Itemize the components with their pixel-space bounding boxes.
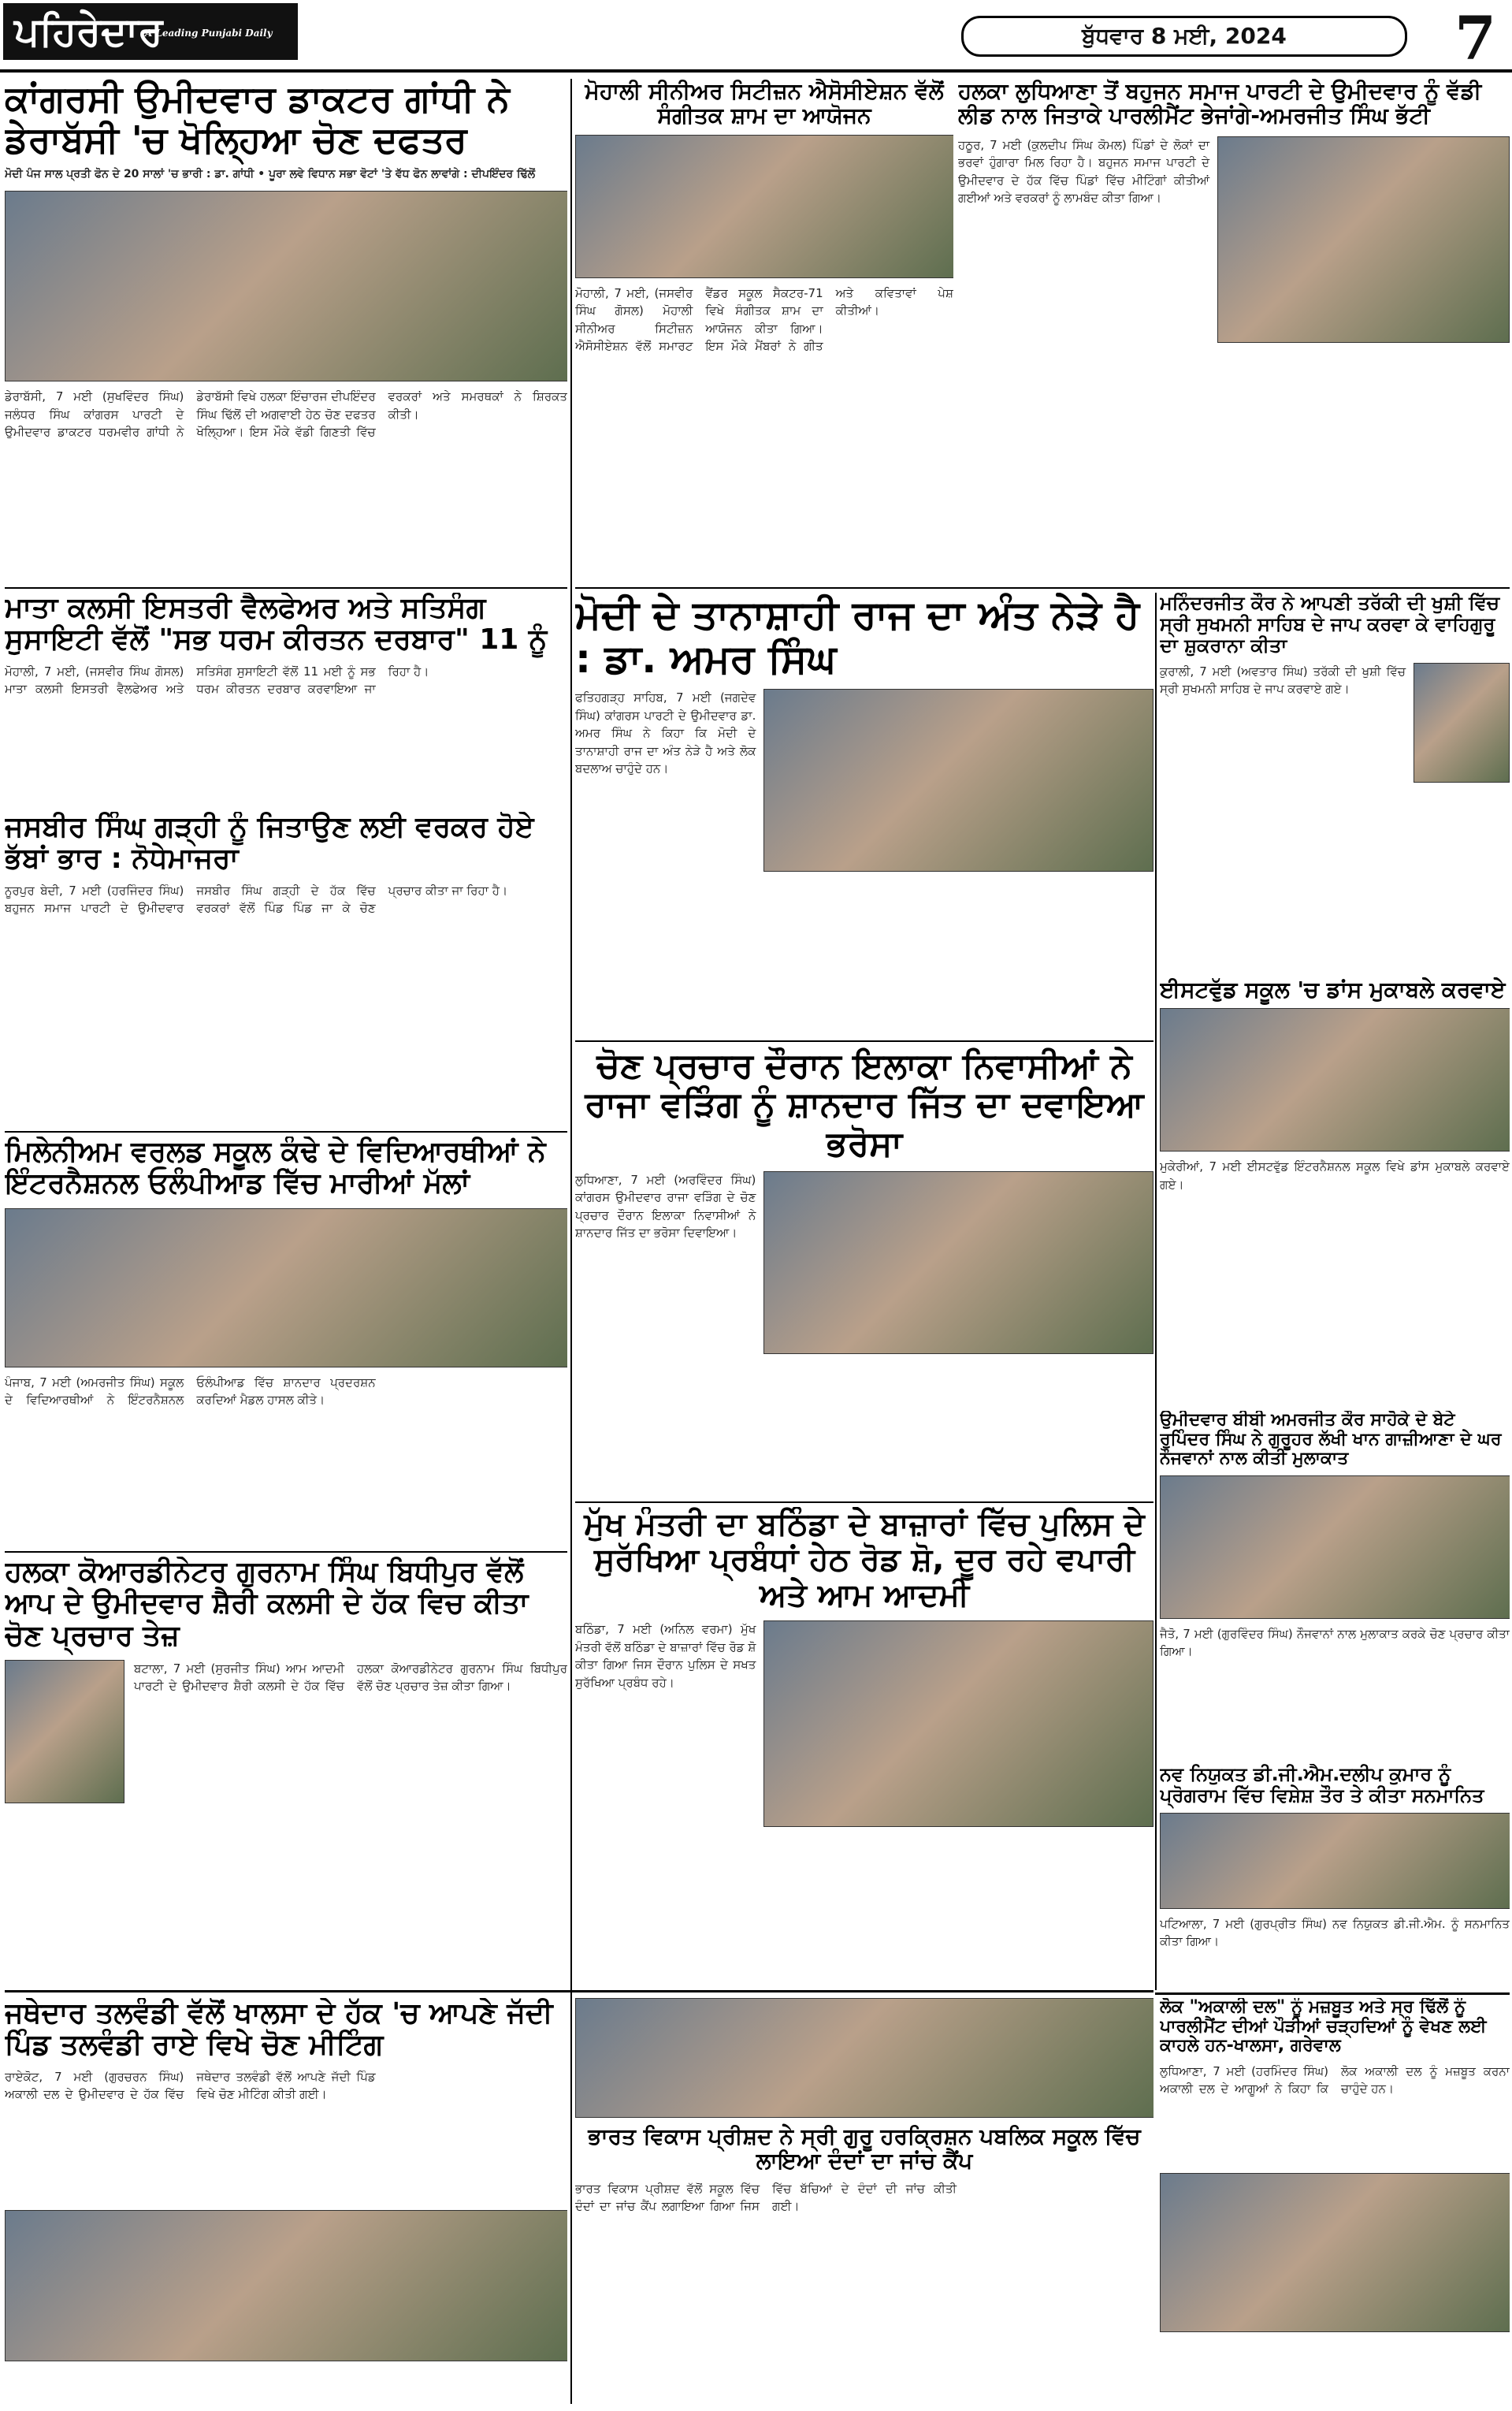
divider — [5, 1551, 567, 1553]
article-content — [1160, 663, 1510, 783]
article-photo — [1217, 136, 1510, 343]
article-body: ਮੋਹਾਲੀ, 7 ਮਈ, (ਜਸਵੀਰ ਸਿੰਘ ਗੋਸਲ) ਮੋਹਾਲੀ ਸੀਨੀਅਰ ਸਿਟੀਜ਼ਨ ਐਸੋਸੀਏਸ਼ਨ ਵੱਲੋਂ ਸਮਾਰਟ ਵੈਂਡਰ ਸਕੂਲ ਸੈਕਟਰ-71 ਵਿਖੇ ਸੰਗੀਤਕ ਸ਼ਾਮ ਦਾ ਆਯੋਜਨ ਕੀਤਾ ਗਿਆ। ਇਸ ਮੌਕੇ ਮੈਂਬਰਾਂ ਨੇ ਗੀਤ ਅਤੇ ਕਵਿਤਾਵਾਂ ਪੇਸ਼ ਕੀਤੀਆਂ। — [575, 285, 953, 354]
article-body: ਪੰਜਾਬ, 7 ਮਈ (ਅਮਰਜੀਤ ਸਿੰਘ) ਸਕੂਲ ਦੇ ਵਿਦਿਆਰਥੀਆਂ ਨੇ ਇੰਟਰਨੈਸ਼ਨਲ ਓਲੰਪੀਆਡ ਵਿੱਚ ਸ਼ਾਨਦਾਰ ਪ੍ਰਦਰਸ਼ਨ ਕਰਦਿਆਂ ਮੈਡਲ ਹਾਸਲ ਕੀਤੇ। — [5, 1375, 376, 1408]
article-content — [575, 1171, 1154, 1354]
article-headline: ਮਾਤਾ ਕਲਸੀ ਇਸਤਰੀ ਵੈਲਫੇਅਰ ਅਤੇ ਸਤਿਸੰਗ ਸੁਸਾਇਟੀ ਵੱਲੋਂ "ਸਭ ਧਰਮ ਕੀਰਤਨ ਦਰਬਾਰ" 11 ਨੂੰ — [5, 593, 548, 657]
article-senior-citizens — [575, 79, 953, 536]
article-headline: ਲੋਕ "ਅਕਾਲੀ ਦਲ" ਨੂੰ ਮਜ਼ਬੂਤ ਅਤੇ ਸ੍ਰ ਢਿੱਲੋਂ ਨੂੰ ਪਾਰਲੀਮੈਂਟ ਦੀਆਂ ਪੌੜੀਆਂ ਚੜ੍ਹਦਿਆਂ ਨੂੰ ਵੇਖਣ ਲਈ ਕਾਹਲੇ ਹਨ-ਖਾਲਸਾ, ਗਰੇਵਾਲ — [1160, 1998, 1487, 2056]
article-dgm-honour — [1160, 1764, 1510, 1989]
article-content — [958, 136, 1510, 343]
article-eastwood-dance — [1160, 977, 1510, 1403]
article-raja-warring — [575, 1047, 1154, 1496]
article-photo — [5, 1660, 124, 1803]
divider — [1155, 1992, 1510, 1995]
article-headline: ਮੁੱਖ ਮੰਤਰੀ ਦਾ ਬਠਿੰਡਾ ਦੇ ਬਾਜ਼ਾਰਾਂ ਵਿੱਚ ਪੁਲਿਸ ਦੇ ਸੁਰੱਖਿਆ ਪ੍ਰਬੰਧਾਂ ਹੇਠ ਰੋਡ ਸ਼ੋ, ਦੂਰ ਰਹੇ ਵਪਾਰੀ ਅਤੇ ਆਮ ਆਦਮੀ — [584, 1507, 1145, 1613]
article-photo — [1160, 1008, 1510, 1152]
article-headline: ਮਿਲੇਨੀਅਮ ਵਰਲਡ ਸਕੂਲ ਕੰਢੇ ਦੇ ਵਿਦਿਆਰਥੀਆਂ ਨੇ ਇੰਟਰਨੈਸ਼ਨਲ ਓਲੰਪੀਆਡ ਵਿੱਚ ਮਾਰੀਆਂ ਮੱਲਾਂ — [5, 1137, 546, 1200]
article-headline: ਮਨਿੰਦਰਜੀਤ ਕੌਰ ਨੇ ਆਪਣੀ ਤਰੱਕੀ ਦੀ ਖੁਸ਼ੀ ਵਿੱਚ ਸ੍ਰੀ ਸੁਖਮਨੀ ਸਾਹਿਬ ਦੇ ਜਾਪ ਕਰਵਾ ਕੇ ਵਾਹਿਗੁਰੂ ਦਾ ਸ਼ੁਕਰਾਨਾ ਕੀਤਾ — [1160, 593, 1500, 657]
paper-name — [3, 3, 298, 60]
divider — [5, 587, 567, 589]
article-body: ਭਾਰਤ ਵਿਕਾਸ ਪ੍ਰੀਸ਼ਦ ਵੱਲੋਂ ਸਕੂਲ ਵਿੱਚ ਦੰਦਾਂ ਦਾ ਜਾਂਚ ਕੈਂਪ ਲਗਾਇਆ ਗਿਆ ਜਿਸ ਵਿੱਚ ਬੱਚਿਆਂ ਦੇ ਦੰਦਾਂ ਦੀ ਜਾਂਚ ਕੀਤੀ ਗਈ। — [575, 2181, 957, 2214]
article-headline: ਉਮੀਦਵਾਰ ਬੀਬੀ ਅਮਰਜੀਤ ਕੌਰ ਸਾਹੋਕੇ ਦੇ ਬੇਟੇ ਰੁਪਿੰਦਰ ਸਿੰਘ ਨੇ ਗੁਰੂਹਰ ਲੱਖੀ ਖਾਨ ਗਾਜ਼ੀਆਣਾ ਦੇ ਘਰ ਨੌਜਵਾਨਾਂ ਨਾਲ ਕੀਤੀ ਮੁਲਾਕਾਤ — [1160, 1411, 1502, 1469]
divider — [5, 1990, 1154, 1992]
article-body: ਹਠੂਰ, 7 ਮਈ (ਕੁਲਦੀਪ ਸਿੰਘ ਕੋਮਲ) ਪਿੰਡਾਂ ਦੇ ਲੋਕਾਂ ਦਾ ਭਰਵਾਂ ਹੁੰਗਾਰਾ ਮਿਲ ਰਿਹਾ ਹੈ। ਬਹੁਜਨ ਸਮਾਜ ਪਾਰਟੀ ਦੇ ਉਮੀਦਵਾਰ ਦੇ ਹੱਕ ਵਿੱਚ ਪਿੰਡਾਂ ਵਿੱਚ ਮੀਟਿੰਗਾਂ ਕੀਤੀਆਂ ਗਈਆਂ ਅਤੇ ਵਰਕਰਾਂ ਨੂੰ ਲਾਮਬੰਦ ਕੀਤਾ ਗਿਆ। — [958, 137, 1210, 206]
article-photo — [5, 1208, 567, 1367]
article-body: ਮੁਕੇਰੀਆਂ, 7 ਮਈ ਈਸਟਵੁੱਡ ਇੰਟਰਨੈਸ਼ਨਲ ਸਕੂਲ ਵਿਖੇ ਡਾਂਸ ਮੁਕਾਬਲੇ ਕਰਵਾਏ ਗਏ। — [1160, 1159, 1510, 1192]
article-photo — [575, 135, 953, 278]
article-body: ਲੁਧਿਆਣਾ, 7 ਮਈ (ਅਰਵਿੰਦਰ ਸਿੰਘ) ਕਾਂਗਰਸ ਉਮੀਦਵਾਰ ਰਾਜਾ ਵੜਿੰਗ ਦੇ ਚੋਣ ਪ੍ਰਚਾਰ ਦੌਰਾਨ ਇਲਾਕਾ ਨਿਵਾਸੀਆਂ ਨੇ ਸ਼ਾਨਦਾਰ ਜਿੱਤ ਦਾ ਭਰੋਸਾ ਦਿਵਾਇਆ। — [575, 1172, 756, 1241]
article-body: ਪਟਿਆਲਾ, 7 ਮਈ (ਗੁਰਪ੍ਰੀਤ ਸਿੰਘ) ਨਵ ਨਿਯੁਕਤ ਡੀ.ਜੀ.ਐਮ. ਨੂੰ ਸਨਮਾਨਿਤ ਕੀਤਾ ਗਿਆ। — [1160, 1916, 1510, 1949]
article-body: ਕੁਰਾਲੀ, 7 ਮਈ (ਅਵਤਾਰ ਸਿੰਘ) ਤਰੱਕੀ ਦੀ ਖੁਸ਼ੀ ਵਿੱਚ ਸ੍ਰੀ ਸੁਖਮਨੀ ਸਾਹਿਬ ਦੇ ਜਾਪ ਕਰਵਾਏ ਗਏ। — [1160, 664, 1406, 697]
article-garhi — [5, 812, 567, 1127]
divider — [575, 1040, 1154, 1042]
article-kalsi-kirtan — [5, 593, 567, 806]
article-headline: ਨਵ ਨਿਯੁਕਤ ਡੀ.ਜੀ.ਐਮ.ਦਲੀਪ ਕੁਮਾਰ ਨੂੰ ਪ੍ਰੋਗਰਾਮ ਵਿੱਚ ਵਿਸ਼ੇਸ਼ ਤੌਰ ਤੇ ਕੀਤਾ ਸਨਮਾਨਿਤ — [1160, 1764, 1484, 1806]
article-headline: ਜਥੇਦਾਰ ਤਲਵੰਡੀ ਵੱਲੋਂ ਖਾਲਸਾ ਦੇ ਹੱਕ 'ਚ ਆਪਣੇ ਜੱਦੀ ਪਿੰਡ ਤਲਵੰਡੀ ਰਾਏ ਵਿਖੇ ਚੋਣ ਮੀਟਿੰਗ — [5, 1998, 553, 2062]
article-lead: ਮੋਦੀ ਪੰਜ ਸਾਲ ਪ੍ਰਤੀ ਫੋਨ ਦੇ 20 ਸਾਲਾਂ 'ਚ ਭਾਰੀ : ਡਾ. ਗਾਂਧੀ • ਪੂਰਾ ਲਵੇ ਵਿਧਾਨ ਸਭਾ ਵੋਟਾਂ 'ਤੇ ਵੱਧ ਫੋਨ ਲਾਵਾਂਗੇ : ਦੀਪਇੰਦਰ ਢਿੱਲੋਂ — [5, 168, 536, 181]
article-body: ਮੋਹਾਲੀ, 7 ਮਈ, (ਜਸਵੀਰ ਸਿੰਘ ਗੋਸਲ) ਮਾਤਾ ਕਲਸੀ ਇਸਤਰੀ ਵੈਲਫੇਅਰ ਅਤੇ ਸਤਿਸੰਗ ਸੁਸਾਇਟੀ ਵੱਲੋਂ 11 ਮਈ ਨੂੰ ਸਭ ਧਰਮ ਕੀਰਤਨ ਦਰਬਾਰ ਕਰਵਾਇਆ ਜਾ ਰਿਹਾ ਹੈ। — [5, 664, 429, 697]
article-headline: ਭਾਰਤ ਵਿਕਾਸ ਪ੍ਰੀਸ਼ਦ ਨੇ ਸ੍ਰੀ ਗੁਰੂ ਹਰਕ੍ਰਿਸ਼ਨ ਪਬਲਿਕ ਸਕੂਲ ਵਿੱਚ ਲਾਇਆ ਦੰਦਾਂ ਦਾ ਜਾਂਚ ਕੈਂਪ — [588, 2123, 1141, 2175]
divider — [575, 587, 1510, 589]
article-headline: ਹਲਕਾ ਲੁਧਿਆਣਾ ਤੋਂ ਬਹੁਜਨ ਸਮਾਜ ਪਾਰਟੀ ਦੇ ਉਮੀਦਵਾਰ ਨੂੰ ਵੱਡੀ ਲੀਡ ਨਾਲ ਜਿਤਾਕੇ ਪਾਰਲੀਮੈਂਟ ਭੇਜਾਂਗੇ-ਅਮਰਜੀਤ ਸਿੰਘ ਭੱਟੀ — [958, 79, 1482, 129]
article-headline: ਚੋਣ ਪ੍ਰਚਾਰ ਦੌਰਾਨ ਇਲਾਕਾ ਨਿਵਾਸੀਆਂ ਨੇ ਰਾਜਾ ਵੜਿੰਗ ਨੂੰ ਸ਼ਾਨਦਾਰ ਜਿੱਤ ਦਾ ਦਵਾਇਆ ਭਰੋਸਾ — [585, 1047, 1144, 1164]
article-body: ਡੇਰਾਬੱਸੀ, 7 ਮਈ (ਸੁਖਵਿੰਦਰ ਸਿੰਘ) ਜਲੰਧਰ ਸਿੰਘ ਕਾਂਗਰਸ ਪਾਰਟੀ ਦੇ ਉਮੀਦਵਾਰ ਡਾਕਟਰ ਧਰਮਵੀਰ ਗਾਂਧੀ ਨੇ ਡੇਰਾਬੱਸੀ ਵਿਖੇ ਹਲਕਾ ਇੰਚਾਰਜ ਦੀਪਇੰਦਰ ਸਿੰਘ ਢਿੱਲੋਂ ਦੀ ਅਗਵਾਈ ਹੇਠ ਚੋਣ ਦਫਤਰ ਖੋਲ੍ਹਿਆ। ਇਸ ਮੌਕੇ ਵੱਡੀ ਗਿਣਤੀ ਵਿੱਚ ਵਰਕਰਾਂ ਅਤੇ ਸਮਰਥਕਾਂ ਨੇ ਸ਼ਿਰਕਤ ਕੀਤੀ। — [5, 389, 567, 440]
article-akali-dhillon — [1160, 1998, 1510, 2408]
article-dental-camp — [575, 1998, 1154, 2408]
article-photo — [1414, 663, 1510, 783]
article-body: ਬਟਾਲਾ, 7 ਮਈ (ਸੁਰਜੀਤ ਸਿੰਘ) ਆਮ ਆਦਮੀ ਪਾਰਟੀ ਦੇ ਉਮੀਦਵਾਰ ਸ਼ੈਰੀ ਕਲਸੀ ਦੇ ਹੱਕ ਵਿੱਚ ਹਲਕਾ ਕੋਆਰਡੀਨੇਟਰ ਗੁਰਨਾਮ ਸਿੰਘ ਬਿਧੀਪੁਰ ਵੱਲੋਂ ਚੋਣ ਪ੍ਰਚਾਰ ਤੇਜ਼ ਕੀਤਾ ਗਿਆ। — [134, 1661, 567, 1694]
article-body: ਜੈਤੋ, 7 ਮਈ (ਗੁਰਵਿੰਦਰ ਸਿੰਘ) ਨੌਜਵਾਨਾਂ ਨਾਲ ਮੁਲਾਕਾਤ ਕਰਕੇ ਚੋਣ ਪ੍ਰਚਾਰ ਕੀਤਾ ਗਿਆ। — [1160, 1626, 1510, 1659]
article-photo — [1160, 1813, 1510, 1909]
article-content — [575, 1620, 1154, 1827]
article-headline: ਜਸਬੀਰ ਸਿੰਘ ਗੜ੍ਹੀ ਨੂੰ ਜਿਤਾਉਣ ਲਈ ਵਰਕਰ ਹੋਏ ਭੱਬਾਂ ਭਾਰ : ਨੋਧੇਮਾਜਰਾ — [5, 812, 534, 876]
article-body: ਬਠਿੰਡਾ, 7 ਮਈ (ਅਨਿਲ ਵਰਮਾ) ਮੁੱਖ ਮੰਤਰੀ ਵੱਲੋਂ ਬਠਿੰਡਾ ਦੇ ਬਾਜ਼ਾਰਾਂ ਵਿੱਚ ਰੋਡ ਸ਼ੋ ਕੀਤਾ ਗਿਆ ਜਿਸ ਦੌਰਾਨ ਪੁਲਿਸ ਦੇ ਸਖਤ ਸੁਰੱਖਿਆ ਪ੍ਰਬੰਧ ਰਹੇ। — [575, 1622, 756, 1690]
article-headline: ਮੋਹਾਲੀ ਸੀਨੀਅਰ ਸਿਟੀਜ਼ਨ ਐਸੋਸੀਏਸ਼ਨ ਵੱਲੋਂ ਸੰਗੀਤਕ ਸ਼ਾਮ ਦਾ ਆਯੋਜਨ — [585, 79, 944, 129]
issue-date: ਬੁੱਧਵਾਰ 8 ਮਈ, 2024 — [961, 16, 1407, 57]
article-bidhipur-kalsi — [5, 1557, 567, 1986]
article-photo — [763, 1620, 1154, 1827]
page-number: 7 — [1454, 3, 1496, 73]
article-gandhi-office — [5, 79, 567, 583]
article-headline: ਮੋਦੀ ਦੇ ਤਾਨਾਸ਼ਾਹੀ ਰਾਜ ਦਾ ਅੰਤ ਨੇੜੇ ਹੈ : ਡਾ. ਅਮਰ ਸਿੰਘ — [575, 593, 1140, 682]
article-photo — [763, 1171, 1154, 1354]
article-body: ਨੂਰਪੁਰ ਬੇਦੀ, 7 ਮਈ (ਹਰਜਿੰਦਰ ਸਿੰਘ) ਬਹੁਜਨ ਸਮਾਜ ਪਾਰਟੀ ਦੇ ਉਮੀਦਵਾਰ ਜਸਬੀਰ ਸਿੰਘ ਗੜ੍ਹੀ ਦੇ ਹੱਕ ਵਿੱਚ ਵਰਕਰਾਂ ਵੱਲੋਂ ਪਿੰਡ ਪਿੰਡ ਜਾ ਕੇ ਚੋਣ ਪ੍ਰਚਾਰ ਕੀਤਾ ਜਾ ਰਿਹਾ ਹੈ। — [5, 883, 508, 916]
article-photo — [763, 689, 1154, 872]
article-content — [5, 1660, 567, 1803]
article-photo — [1160, 2173, 1510, 2332]
column-divider — [570, 79, 572, 2404]
article-content — [575, 689, 1154, 872]
article-sahoke-meeting — [1160, 1411, 1510, 1758]
article-body: ਲੁਧਿਆਣਾ, 7 ਮਈ (ਹਰਮਿੰਦਰ ਸਿੰਘ) ਅਕਾਲੀ ਦਲ ਦੇ ਆਗੂਆਂ ਨੇ ਕਿਹਾ ਕਿ ਲੋਕ ਅਕਾਲੀ ਦਲ ਨੂੰ ਮਜ਼ਬੂਤ ਕਰਨਾ ਚਾਹੁੰਦੇ ਹਨ। — [1160, 2063, 1510, 2097]
article-amar-singh — [575, 593, 1154, 1034]
article-headline: ਕਾਂਗਰਸੀ ਉਮੀਦਵਾਰ ਡਾਕਟਰ ਗਾਂਧੀ ਨੇ ਡੇਰਾਬੱਸੀ 'ਚ ਖੋਲ੍ਹਿਆ ਚੋਣ ਦਫਤਰ — [5, 79, 510, 161]
article-maninderjit-kaur — [1160, 593, 1510, 971]
article-body: ਫਤਿਹਗੜ੍ਹ ਸਾਹਿਬ, 7 ਮਈ (ਜਗਦੇਵ ਸਿੰਘ) ਕਾਂਗਰਸ ਪਾਰਟੀ ਦੇ ਉਮੀਦਵਾਰ ਡਾ. ਅਮਰ ਸਿੰਘ ਨੇ ਕਿਹਾ ਕਿ ਮੋਦੀ ਦੇ ਤਾਨਾਸ਼ਾਹੀ ਰਾਜ ਦਾ ਅੰਤ ਨੇੜੇ ਹੈ ਅਤੇ ਲੋਕ ਬਦਲਾਅ ਚਾਹੁੰਦੇ ਹਨ। — [575, 690, 756, 776]
article-bsp-bhatti — [958, 79, 1510, 583]
article-millennium-olympiad — [5, 1137, 567, 1546]
article-bathinda-roadshow — [575, 1507, 1154, 1984]
article-photo — [1160, 1475, 1510, 1619]
paper-name-text: ਪਹਿਰੇਦਾਰ — [14, 8, 163, 54]
paper-tagline: A Leading Punjabi Daily — [145, 28, 273, 39]
divider — [5, 1131, 567, 1133]
article-photo — [575, 1998, 1154, 2118]
article-headline: ਈਸਟਵੁੱਡ ਸਕੂਲ 'ਚ ਡਾਂਸ ਮੁਕਾਬਲੇ ਕਰਵਾਏ — [1160, 977, 1506, 1003]
masthead — [0, 0, 1512, 73]
article-headline: ਹਲਕਾ ਕੋਆਰਡੀਨੇਟਰ ਗੁਰਨਾਮ ਸਿੰਘ ਬਿਧੀਪੁਰ ਵੱਲੋਂ ਆਪ ਦੇ ਉਮੀਦਵਾਰ ਸ਼ੈਰੀ ਕਲਸੀ ਦੇ ਹੱਕ ਵਿਚ ਕੀਤਾ ਚੋਣ ਪ੍ਰਚਾਰ ਤੇਜ਼ — [5, 1557, 529, 1652]
divider — [575, 1501, 1154, 1503]
article-talwandi-meeting — [5, 1998, 567, 2408]
article-photo — [5, 191, 567, 381]
article-photo — [5, 2210, 567, 2361]
article-body: ਰਾਏਕੋਟ, 7 ਮਈ (ਗੁਰਚਰਨ ਸਿੰਘ) ਅਕਾਲੀ ਦਲ ਦੇ ਉਮੀਦਵਾਰ ਦੇ ਹੱਕ ਵਿੱਚ ਜਥੇਦਾਰ ਤਲਵੰਡੀ ਵੱਲੋਂ ਆਪਣੇ ਜੱਦੀ ਪਿੰਡ ਵਿਖੇ ਚੋਣ ਮੀਟਿੰਗ ਕੀਤੀ ਗਈ। — [5, 2069, 376, 2102]
column-divider — [1155, 593, 1157, 1990]
